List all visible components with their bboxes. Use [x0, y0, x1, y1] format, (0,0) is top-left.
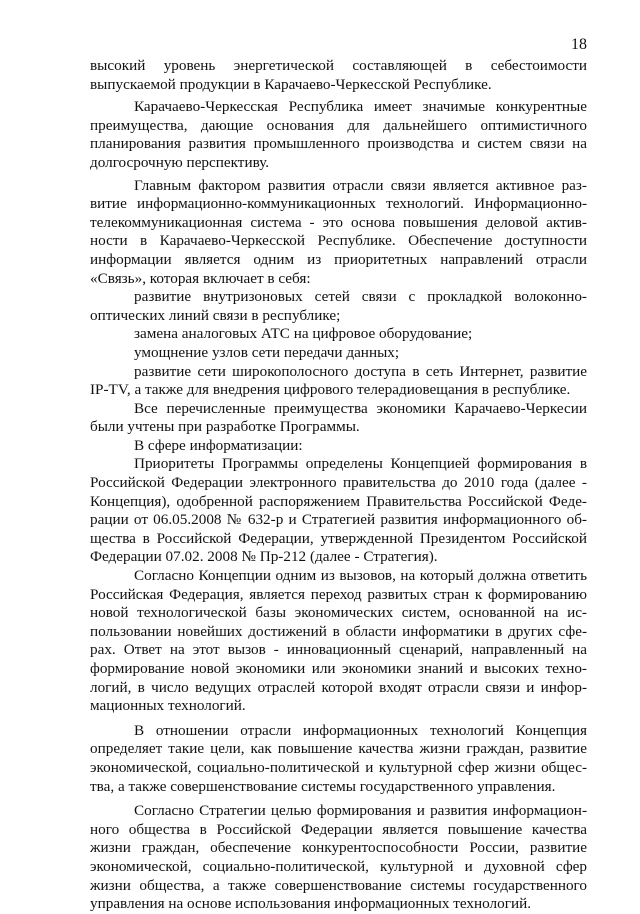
list-item: развитие сети широкополосного доступа в сеть Интернет, развитие IP-TV, а также для внедрения цифрового телерадиовещания в республике. [90, 362, 587, 399]
section-heading: В сфере информатизации: [134, 436, 303, 454]
paragraph: Карачаево-Черкесская Республика имеет значимые конкурентные преимущества, дающие основания для дальнейшего оптимистичного планирования развития промышленного производства и систем связи на долгосрочную перспективу. [90, 98, 587, 171]
paragraph: Все перечисленные преимущества экономики Карачаево-Черкесии были учтены при разработке Программы. [90, 399, 587, 436]
paragraph: Согласно Концепции одним из вызовов, на который должна ответить Российская Федерация, является переход развитых стран к формированию новой технологической базы экономических систем, основанной на ис-пользовании новейших достижений в области информатики в других сфе-рах. Ответ на этот вызов - инновационный сценарий, направленный на формирование новой экономики или экономики знаний и высоких техно-логий, в число ведущих отраслей которой входят отрасли связи и инфор-мационных технологий. [90, 567, 587, 715]
body-text [90, 57, 587, 914]
list-item: замена аналоговых АТС на цифровое оборудование; [134, 325, 473, 343]
paragraph: Главным фактором развития отрасли связи является активное раз-витие информационно-коммуникационных технологий. Информационно-телекоммуникационная система - это основа повышения деловой актив-ности в Карачаево-Черкесской Республике. Обеспечение доступности информации является одним из приоритетных направлений отрасли «Связь», которая включает в себя: [90, 176, 587, 287]
paragraph: Согласно Стратегии целью формирования и развития информацион-ного общества в Российской Федерации является повышение качества жизни граждан, обеспечение конкурентоспособности России, развитие экономической, социально-политической, культурной и духовной сфер жизни общества, а также совершенствование системы государственного управления на основе использования информационных технологий. [90, 802, 587, 913]
paragraph: высокий уровень энергетической составляющей в себестоимости выпускаемой продукции в Карачаево-Черкесской Республике. [90, 57, 587, 93]
list-item: умощнение узлов сети передачи данных; [134, 343, 400, 361]
list-item: развитие внутризоновых сетей связи с прокладкой волоконно-оптических линий связи в республике; [90, 288, 587, 324]
page-number: 18 [571, 36, 587, 53]
paragraph: В отношении отрасли информационных технологий Концепция определяет такие цели, как повышение качества жизни граждан, развитие экономической, социально-политической и культурной сфер жизни общес-тва, а также совершенствование системы государственного управления. [90, 721, 587, 795]
paragraph: Приоритеты Программы определены Концепцией формирования в Российской Федерации электронного правительства до 2010 года (далее - Концепция), одобренной распоряжением Правительства Российской Феде-рации от 06.05.2008 № 632-р и Стратегией развития информационного об-щества в Российской Федерации, утвержденной Президентом Российской Федерации 07.02. 2008 № Пр-212 (далее - Стратегия). [90, 455, 587, 566]
